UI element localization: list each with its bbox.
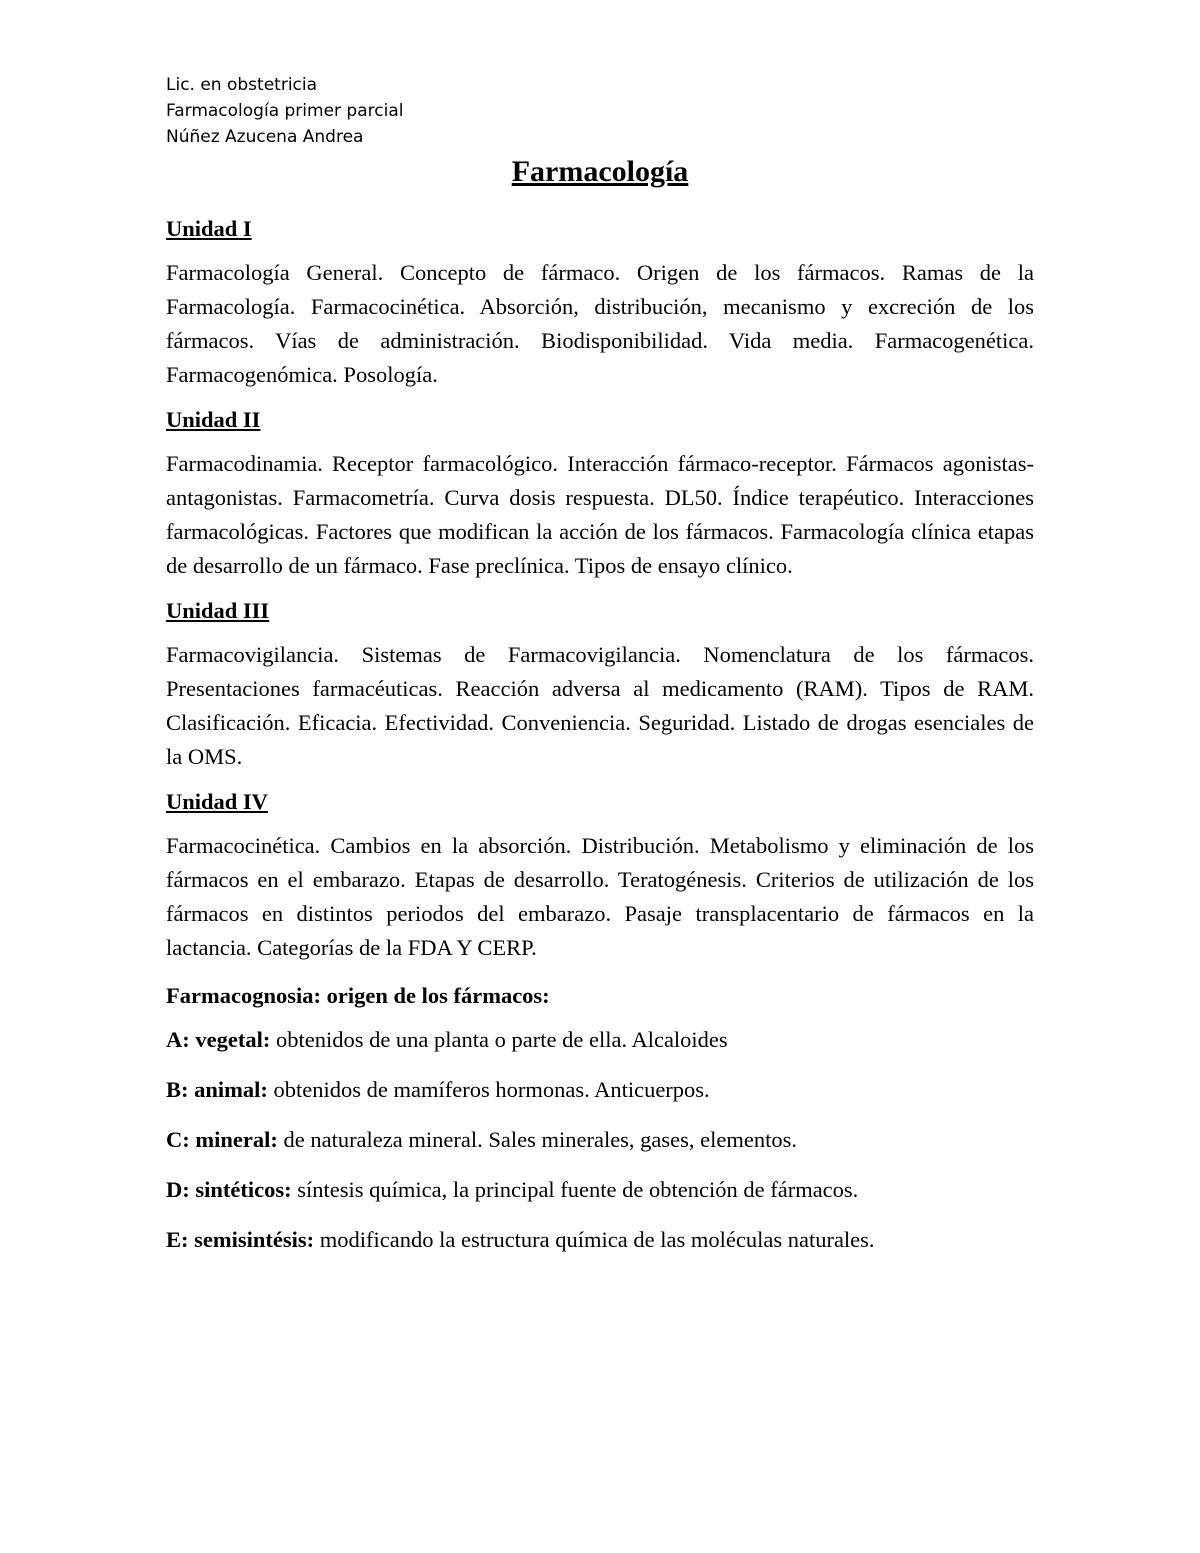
header-course: Farmacología primer parcial [166, 101, 404, 121]
origin-description: obtenidos de mamíferos hormonas. Anticuerpos. [267, 1077, 710, 1102]
origin-item-mineral [166, 1125, 1034, 1155]
header-author: Núñez Azucena Andrea [166, 127, 364, 147]
origin-term: E: semisintésis: [166, 1227, 315, 1252]
origin-item-animal [166, 1075, 1034, 1105]
unit-heading: Unidad II [166, 407, 261, 432]
unit-section-2 [166, 405, 1034, 583]
origin-description: de naturaleza mineral. Sales minerales, gases, elementos. [277, 1127, 798, 1152]
unit-section-4 [166, 787, 1034, 965]
unit-text: Farmacocinética. Cambios en la absorción. Distribución. Metabolismo y eliminación de los fármacos en el embarazo. Etapas de desarrollo. Teratogénesis. Criterios de utilización de los fármacos en distintos periodos del embarazo. Pasaje transplacentario de fármacos en la lactancia. Categorías de la FDA Y CERP. [166, 833, 1034, 960]
origin-description: modificando la estructura química de las moléculas naturales. [314, 1227, 875, 1252]
unit-section-3 [166, 596, 1034, 774]
header-degree: Lic. en obstetricia [166, 75, 318, 95]
document-header [166, 72, 403, 150]
document-body [166, 150, 1034, 1275]
origin-term: D: sintéticos: [166, 1177, 292, 1202]
origin-term: C: mineral: [166, 1127, 278, 1152]
unit-text: Farmacovigilancia. Sistemas de Farmacovigilancia. Nomenclatura de los fármacos. Presentaciones farmacéuticas. Reacción adversa al medicamento (RAM). Tipos de RAM. Clasificación. Eficacia. Efectividad. Conveniencia. Seguridad. Listado de drogas esenciales de la OMS. [166, 642, 1034, 769]
unit-text: Farmacodinamia. Receptor farmacológico. Interacción fármaco-receptor. Fármacos agonistas-antagonistas. Farmacometría. Curva dosis respuesta. DL50. Índice terapéutico. Interacciones farmacológicas. Factores que modifican la acción de los fármacos. Farmacología clínica etapas de desarrollo de un fármaco. Fase preclínica. Tipos de ensayo clínico. [166, 451, 1034, 578]
unit-heading: Unidad I [166, 216, 252, 241]
origin-description: síntesis química, la principal fuente de obtención de fármacos. [291, 1177, 859, 1202]
origin-item-sinteticos [166, 1175, 1034, 1205]
origin-term: A: vegetal: [166, 1027, 271, 1052]
origin-item-semisintesis [166, 1225, 1034, 1255]
document-title: Farmacología [511, 155, 689, 188]
origins-heading: Farmacognosia: origen de los fármacos: [166, 983, 550, 1008]
origin-item-vegetal [166, 1025, 1034, 1055]
unit-section-1 [166, 214, 1034, 392]
origin-term: B: animal: [166, 1077, 268, 1102]
origin-description: obtenidos de una planta o parte de ella. Alcaloides [270, 1027, 728, 1052]
unit-text: Farmacología General. Concepto de fármaco. Origen de los fármacos. Ramas de la Farmacología. Farmacocinética. Absorción, distribución, mecanismo y excreción de los fármacos. Vías de administración. Biodisponibilidad. Vida media. Farmacogenética. Farmacogenómica. Posología. [166, 260, 1034, 387]
unit-heading: Unidad IV [166, 789, 268, 814]
unit-heading: Unidad III [166, 598, 270, 623]
